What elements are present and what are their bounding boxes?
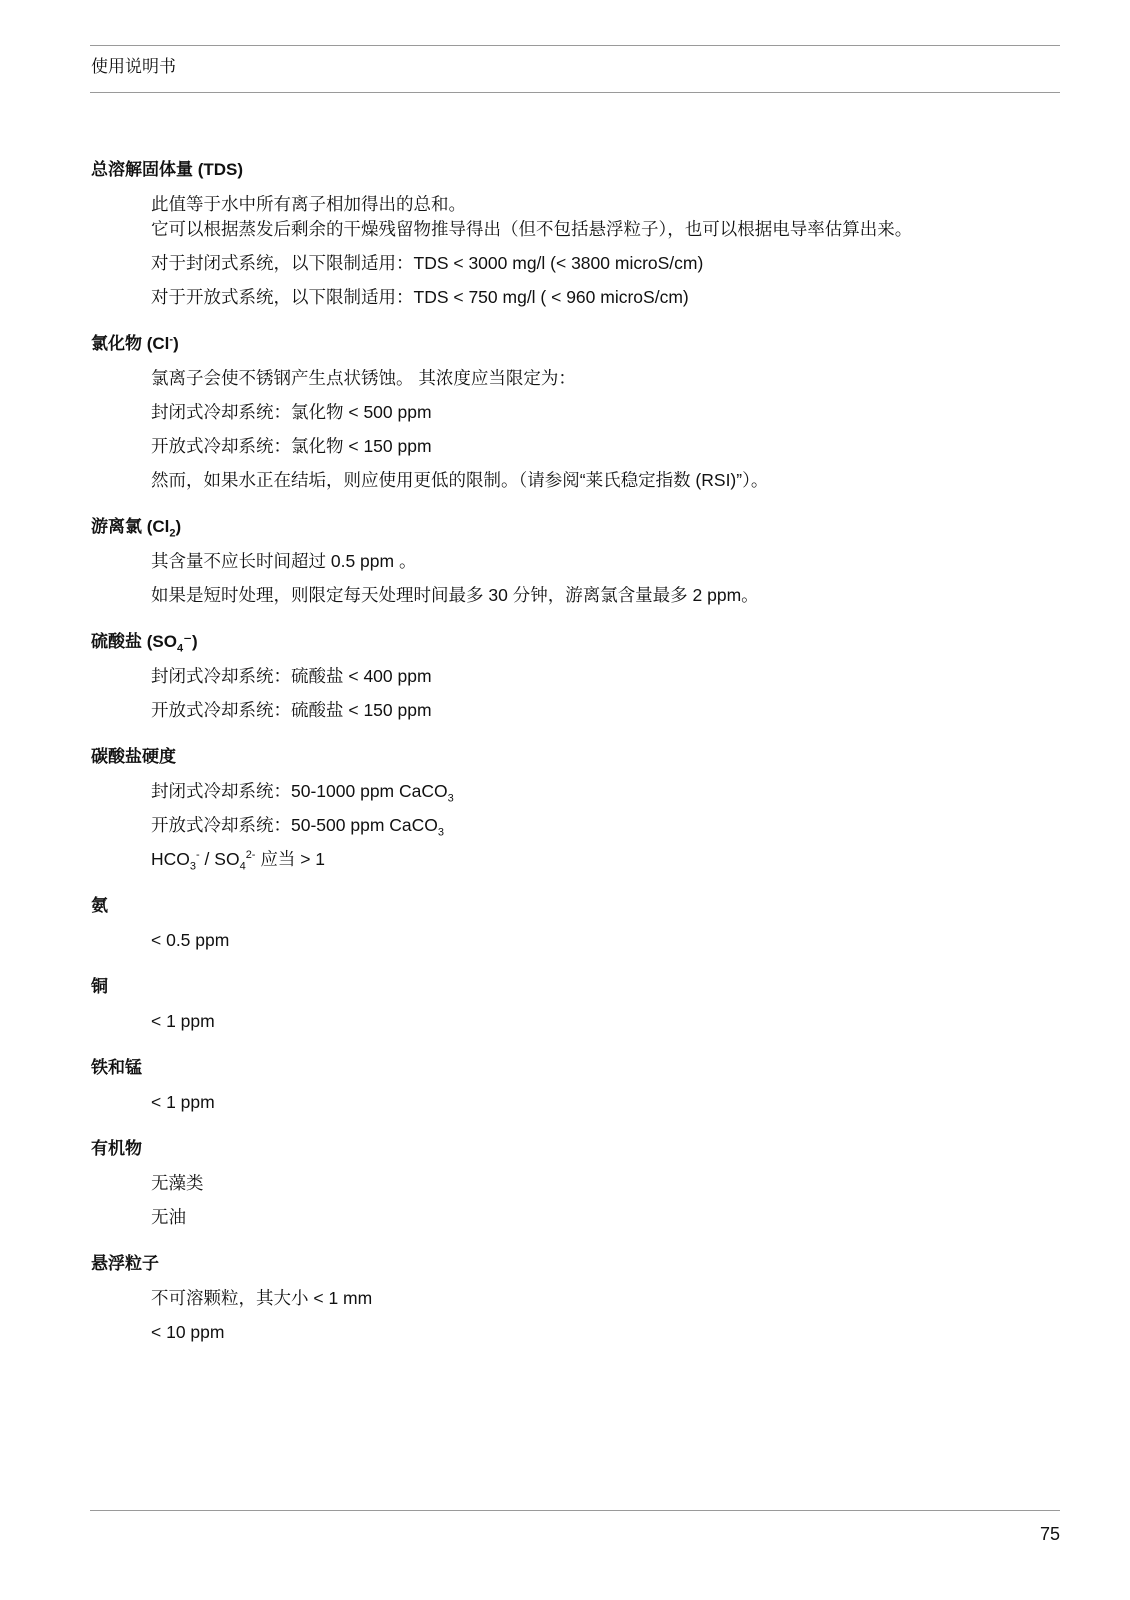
paragraph-line: 此值等于水中所有离子相加得出的总和。 bbox=[151, 194, 466, 214]
paragraph-line: 它可以根据蒸发后剩余的干燥残留物推导得出（但不包括悬浮粒子），也可以根据电导率估算出来。 bbox=[151, 219, 913, 239]
section-title: 铜 bbox=[91, 977, 108, 996]
paragraph-line: 无藻类 bbox=[151, 1173, 204, 1193]
paragraph-line: < 1 ppm bbox=[151, 1011, 215, 1031]
header-rule-top bbox=[90, 45, 1060, 46]
section-suspended-particles bbox=[91, 1252, 1056, 1344]
footer-rule bbox=[90, 1510, 1060, 1511]
paragraph-line: < 10 ppm bbox=[151, 1322, 225, 1342]
section-title: 悬浮粒子 bbox=[91, 1254, 159, 1273]
section-title: 氨 bbox=[91, 896, 108, 915]
section-carbonate-hardness bbox=[91, 745, 1056, 871]
header-rule-bottom bbox=[90, 92, 1060, 93]
paragraph-line: 然而，如果水正在结垢，则应使用更低的限制。（请参阅“莱氏稳定指数 (RSI)”）。 bbox=[151, 470, 769, 490]
paragraph-line: 开放式冷却系统：氯化物 < 150 ppm bbox=[151, 436, 432, 456]
section-copper bbox=[91, 975, 1056, 1033]
section-ammonia bbox=[91, 894, 1056, 952]
page-number: 75 bbox=[1039, 1524, 1060, 1544]
section-title: 硫酸盐 $(SO_4^-)$ bbox=[91, 632, 198, 655]
section-organics bbox=[91, 1137, 1056, 1229]
section-title: 碳酸盐硬度 bbox=[91, 747, 176, 766]
paragraph-line: 封闭式冷却系统：硫酸盐 < 400 ppm bbox=[151, 666, 432, 686]
section-title: 铁和锰 bbox=[91, 1058, 142, 1077]
paragraph-line: 开放式冷却系统：50-500 ppm CaCO$_3$ bbox=[151, 815, 445, 839]
paragraph-line: < 1 ppm bbox=[151, 1092, 215, 1112]
paragraph-line: 不可溶颗粒，其大小 < 1 mm bbox=[151, 1288, 373, 1308]
section-free-chlorine bbox=[91, 515, 1056, 607]
paragraph-line: 无油 bbox=[151, 1207, 186, 1227]
section-title: 有机物 bbox=[91, 1139, 142, 1158]
paragraph-line: < 0.5 ppm bbox=[151, 930, 230, 950]
section-title: 氯化物 (Cl-) bbox=[91, 333, 179, 353]
paragraph-line: $HCO_3^- / SO_4^{2-}$ 应当 > 1 bbox=[151, 849, 326, 873]
document-body bbox=[91, 158, 1056, 1367]
section-iron-manganese bbox=[91, 1056, 1056, 1114]
paragraph-line: 封闭式冷却系统：氯化物 < 500 ppm bbox=[151, 402, 432, 422]
section-title: 游离氯 $(Cl_2)$ bbox=[91, 517, 182, 540]
section-tds bbox=[91, 158, 1056, 309]
section-chloride bbox=[91, 332, 1056, 492]
paragraph-line: 其含量不应长时间超过 0.5 ppm 。 bbox=[151, 551, 417, 571]
header-title: 使用说明书 bbox=[91, 57, 176, 76]
paragraph-line: 对于封闭式系统，以下限制适用：TDS < 3000 mg/l (< 3800 microS/cm) bbox=[151, 253, 704, 273]
paragraph-line: 封闭式冷却系统：50-1000 ppm CaCO$_3$ bbox=[151, 781, 454, 805]
paragraph-line: 氯离子会使不锈钢产生点状锈蚀。 其浓度应当限定为： bbox=[151, 368, 576, 388]
section-title: 总溶解固体量 (TDS) bbox=[91, 160, 244, 179]
section-sulfate bbox=[91, 630, 1056, 722]
paragraph-line: 如果是短时处理，则限定每天处理时间最多 30 分钟，游离氯含量最多 2 ppm。 bbox=[151, 585, 759, 605]
paragraph-line: 开放式冷却系统：硫酸盐 < 150 ppm bbox=[151, 700, 432, 720]
paragraph-line: 对于开放式系统，以下限制适用：TDS < 750 mg/l ( < 960 microS/cm) bbox=[151, 287, 689, 307]
